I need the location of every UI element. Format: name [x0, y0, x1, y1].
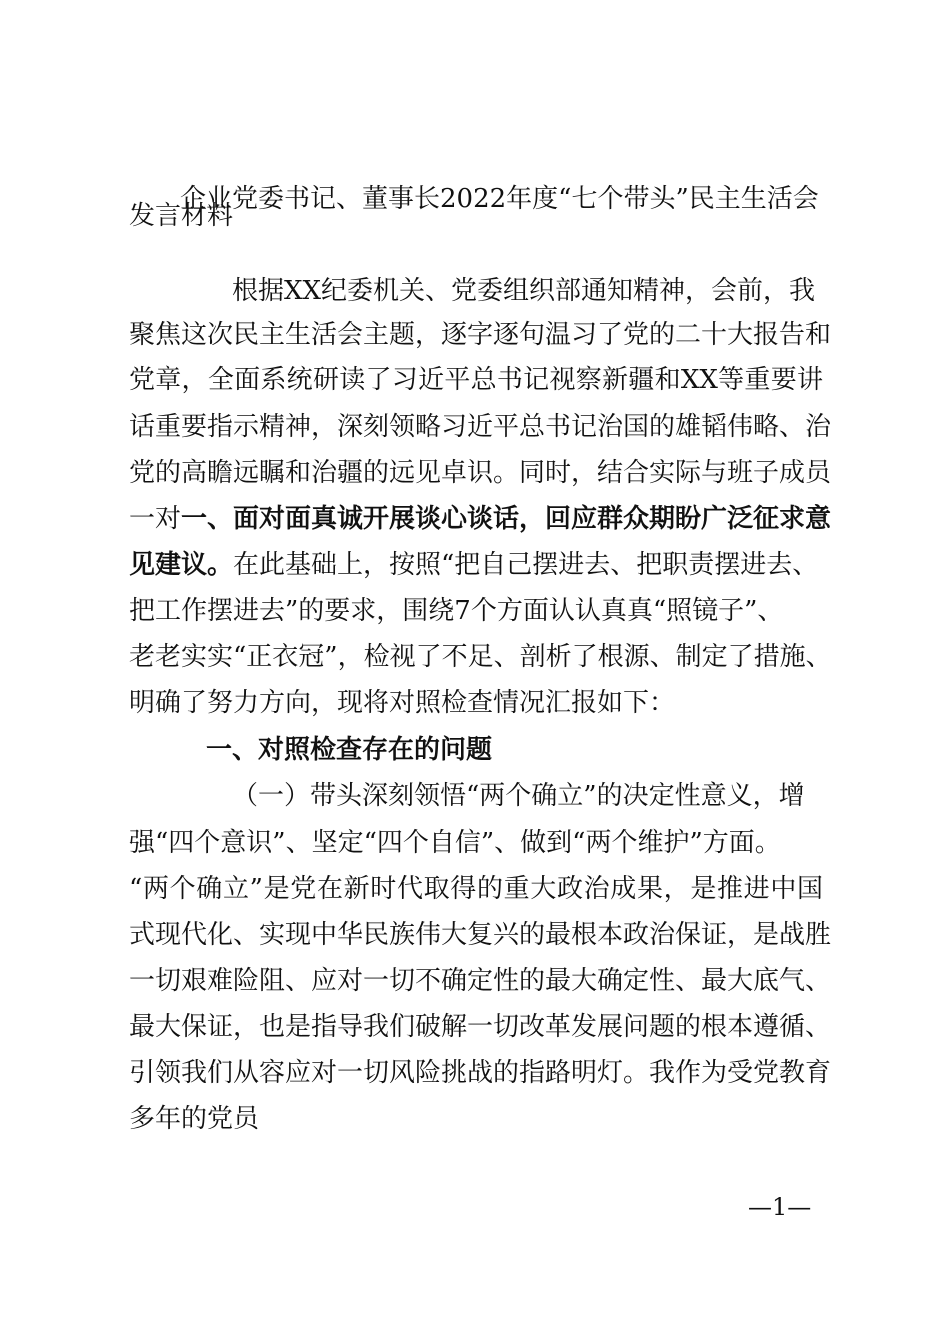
- intro-line-10: 明确了努力方向，现将对照检查情况汇报如下：: [129, 688, 676, 718]
- section1-line-2: 强“四个意识”、坚定“四个自信”、做到“两个维护”方面。: [129, 828, 781, 858]
- section-heading: 一、对照检查存在的问题: [206, 735, 493, 765]
- section1-line-5: 一切艰难险阻、应对一切不确定性的最大确定性、最大底气、: [129, 966, 832, 996]
- intro-bold-phrase-end: 见建议。: [129, 550, 234, 580]
- section1-line-1: （一）带头深刻领悟“两个确立”的决定性意义，增: [232, 781, 805, 811]
- intro-line-5: 党的高瞻远瞩和治疆的远见卓识。同时，结合实际与班子成员: [129, 458, 832, 488]
- section1-line-7: 引领我们从容应对一切风险挑战的指路明灯。我作为受党教育: [129, 1058, 832, 1088]
- title-line-2: 发言材料: [129, 201, 234, 231]
- title-line-1: 企业党委书记、董事长2022年度“七个带头”民主生活会: [180, 184, 819, 214]
- intro-line-3: 党章，全面系统研读了习近平总书记视察新疆和XX等重要讲: [129, 365, 823, 395]
- page-number: —1—: [748, 1193, 812, 1221]
- intro-line-4: 话重要指示精神，深刻领略习近平总书记治国的雄韬伟略、治: [129, 412, 832, 442]
- intro-line-8: 把工作摆进去”的要求，围绕7个方面认认真真“照镜子”、: [129, 596, 784, 626]
- intro-line-6-text: 一对: [129, 504, 182, 534]
- section1-line-8: 多年的党员: [129, 1104, 260, 1134]
- intro-line-9: 老老实实“正衣冠”，检视了不足、剖析了根源、制定了措施、: [129, 642, 832, 672]
- intro-bold-phrase: 一、面对面真诚开展谈心谈话，回应群众期盼广泛征求意: [181, 504, 832, 534]
- section1-line-6: 最大保证，也是指导我们破解一切改革发展问题的根本遵循、: [129, 1012, 832, 1042]
- section1-line-4: 式现代化、实现中华民族伟大复兴的最根本政治保证，是战胜: [129, 920, 832, 950]
- intro-line-6: [129, 502, 831, 536]
- intro-line-2: 聚焦这次民主生活会主题，逐字逐句温习了党的二十大报告和: [129, 320, 832, 350]
- intro-line-7-text: 在此基础上，按照“把自己摆进去、把职责摆进去、: [233, 550, 819, 580]
- intro-line-7: [129, 548, 818, 582]
- section1-line-3: “两个确立”是党在新时代取得的重大政治成果，是推进中国: [129, 874, 823, 904]
- intro-line-1: 根据XX纪委机关、党委组织部通知精神，会前，我: [232, 276, 816, 306]
